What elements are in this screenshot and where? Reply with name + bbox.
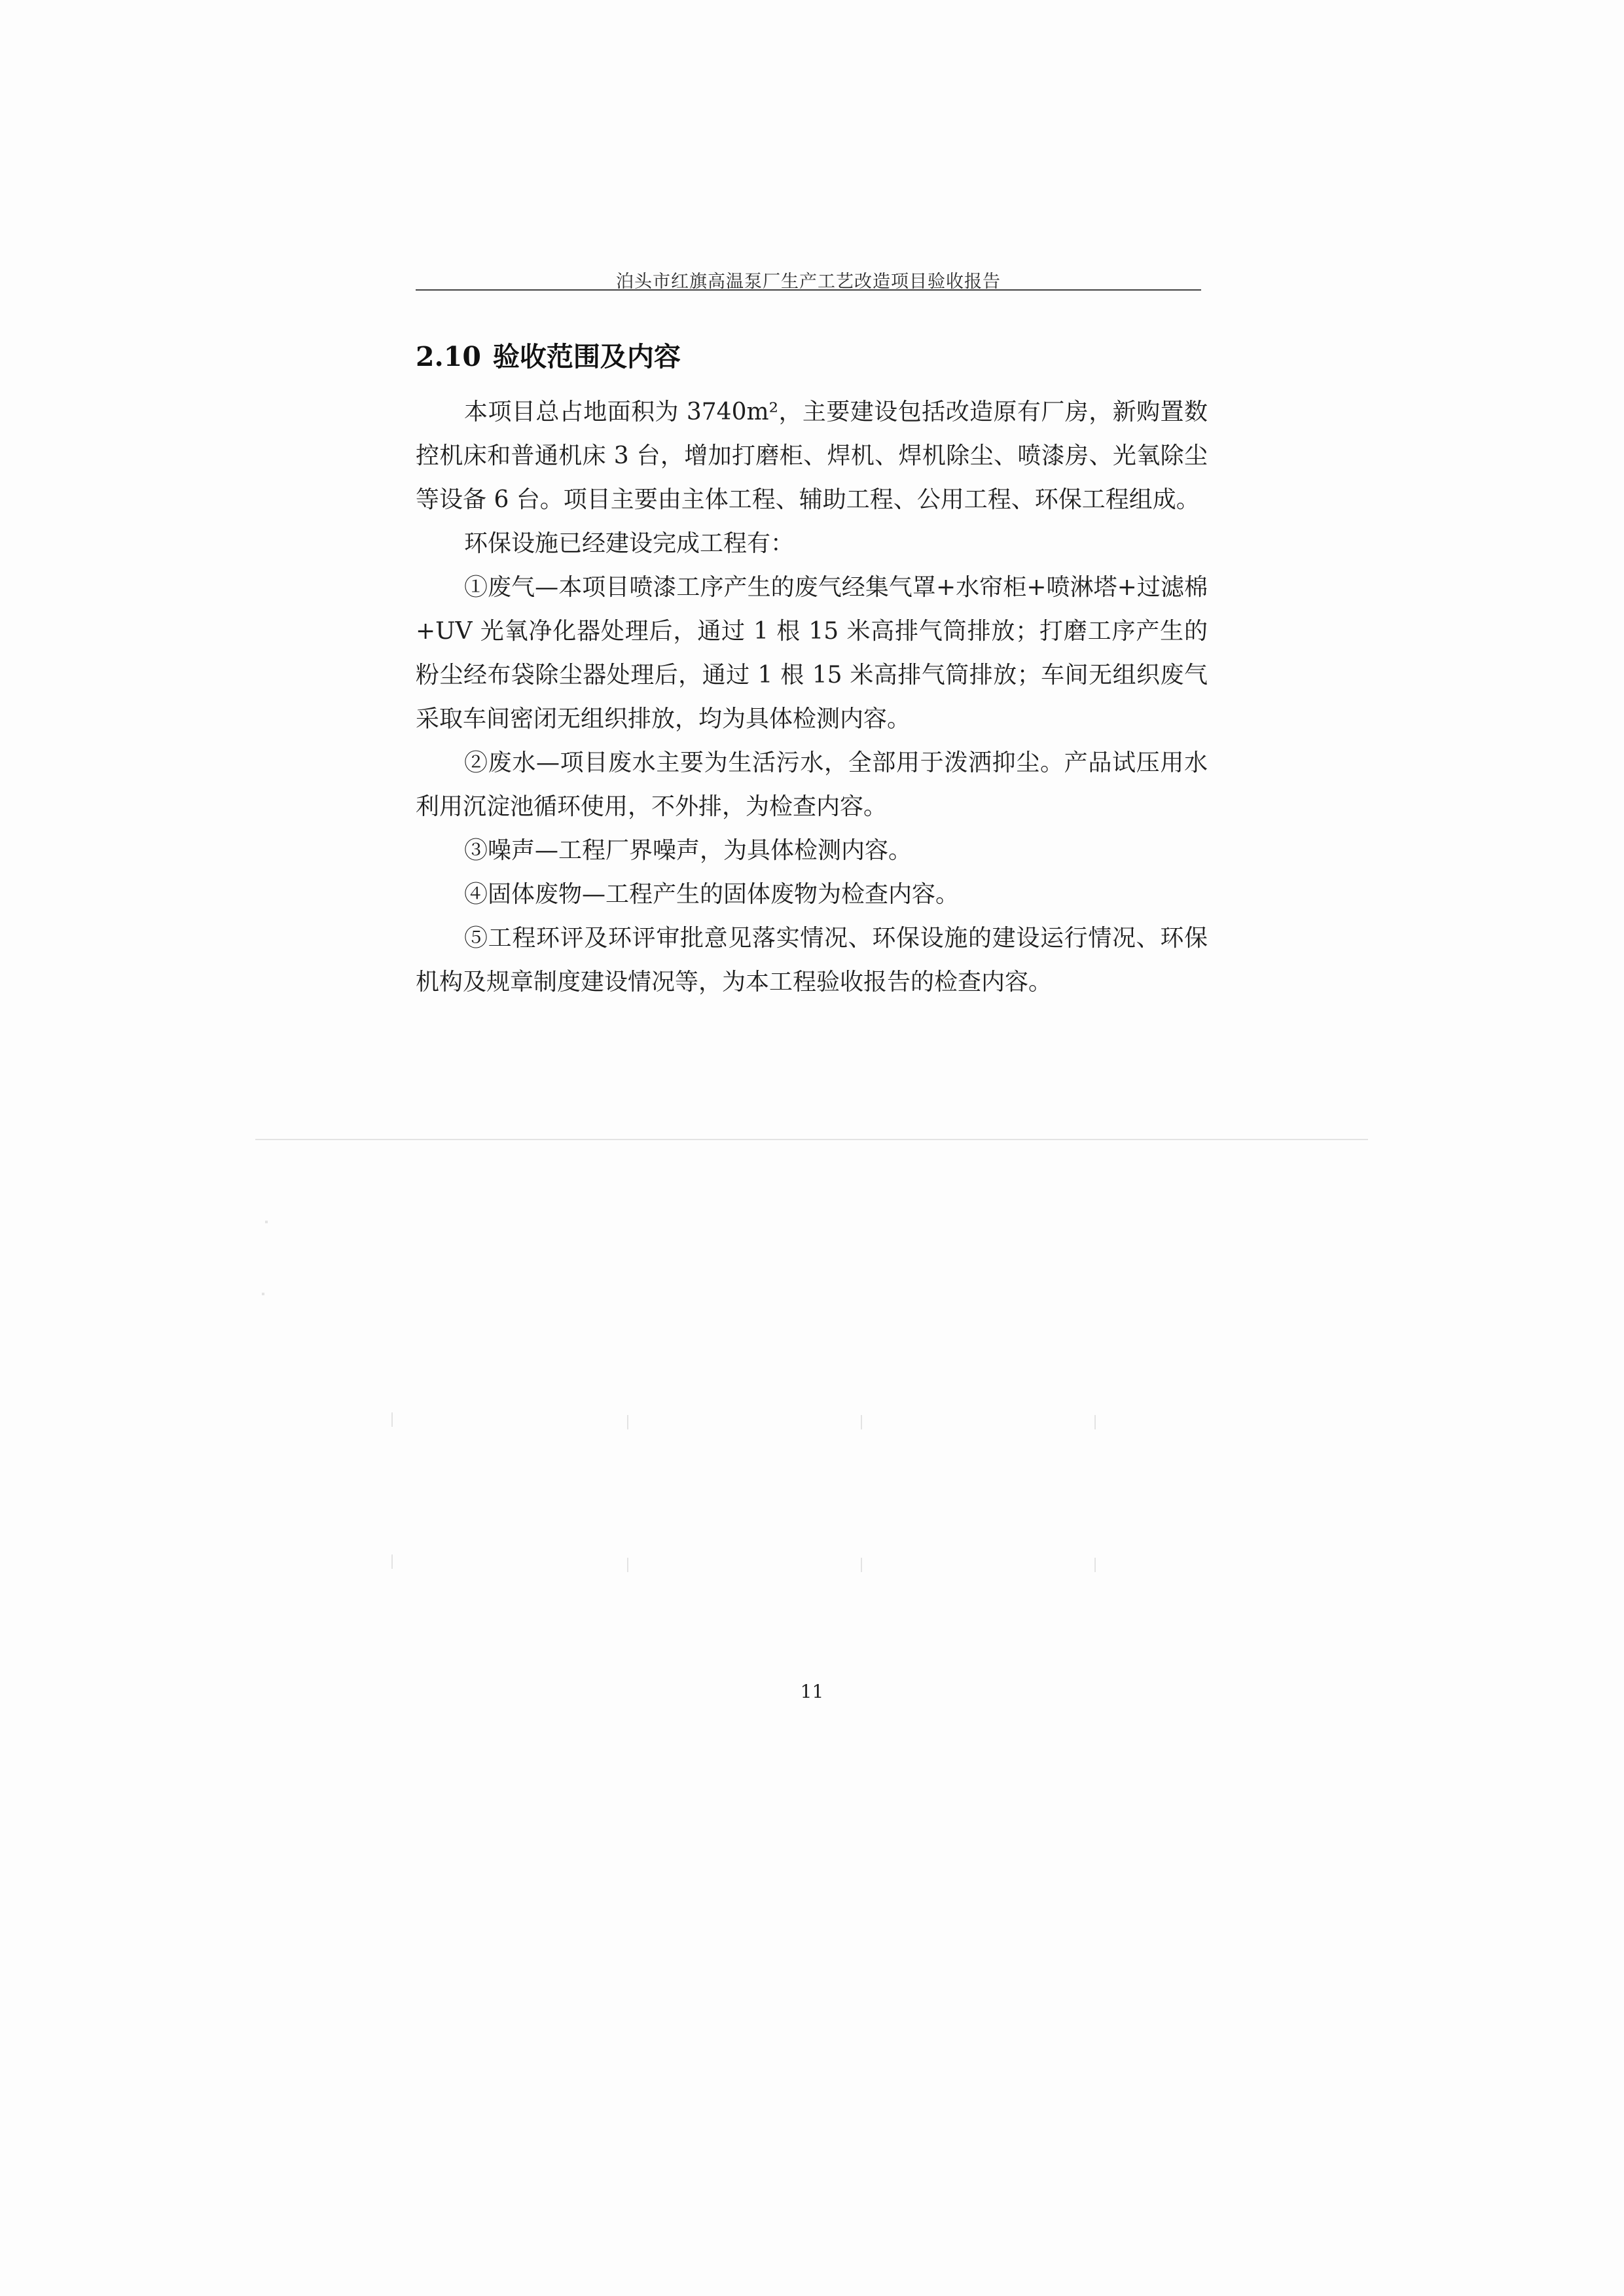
paragraph-waste-water: ②废水—项目废水主要为生活污水，全部用于泼洒抑尘。产品试压用水利用沉淀池循环使用，不外排，为检查内容。 (416, 749, 1208, 820)
paragraph-waste-gas: ①废气—本项目喷漆工序产生的废气经集气罩+水帘柜+喷淋塔+过滤棉+UV 光氧净化器处理后，通过 1 根 15 米高排气筒排放；打磨工序产生的粉尘经布袋除尘器处理后，通过 1 根 15 米高排气筒排放；车间无组织废气采取车间密闭无组织排放，均为具体检测内容。 (416, 574, 1208, 732)
paragraph-eia-inspection: ⑤工程环评及环评审批意见落实情况、环保设施的建设运行情况、环保机构及规章制度建设情况等，为本工程验收报告的检查内容。 (416, 925, 1208, 996)
paragraph-env-facilities-intro: 环保设施已经建设完成工程有： (464, 530, 795, 557)
paragraph-solid-waste: ④固体废物—工程产生的固体废物为检查内容。 (464, 881, 960, 908)
scan-artifact-tick (861, 1558, 862, 1572)
scan-artifact-tick (861, 1415, 862, 1429)
paragraph-noise: ③噪声—工程厂界噪声，为具体检测内容。 (464, 837, 912, 864)
scan-artifact-tick (627, 1558, 628, 1572)
header-rule (416, 289, 1201, 291)
scan-artifact-tick (627, 1415, 628, 1429)
scan-artifact-tick (391, 1412, 393, 1427)
running-header: 泊头市红旗高温泵厂生产工艺改造项目验收报告 (616, 272, 1001, 292)
scan-artifact-tick (1094, 1558, 1096, 1572)
scan-artifact-tick (391, 1554, 393, 1569)
scan-artifact-tick (1094, 1415, 1096, 1429)
scan-artifact-dot (265, 1221, 268, 1223)
scan-artifact-line (255, 1139, 1368, 1140)
page-number: 11 (800, 1681, 824, 1702)
body-text (416, 390, 1208, 1004)
paragraph-project-overview: 本项目总占地面积为 3740m²，主要建设包括改造原有厂房，新购置数控机床和普通机床 3 台，增加打磨柜、焊机、焊机除尘、喷漆房、光氧除尘等设备 6 台。项目主要由主体工程、辅助工程、公用工程、环保工程组成。 (416, 399, 1208, 513)
scan-artifact-dot (262, 1293, 264, 1295)
section-heading (416, 335, 681, 374)
section-title: 验收范围及内容 (492, 341, 681, 372)
section-number: 2.10 (416, 341, 481, 372)
